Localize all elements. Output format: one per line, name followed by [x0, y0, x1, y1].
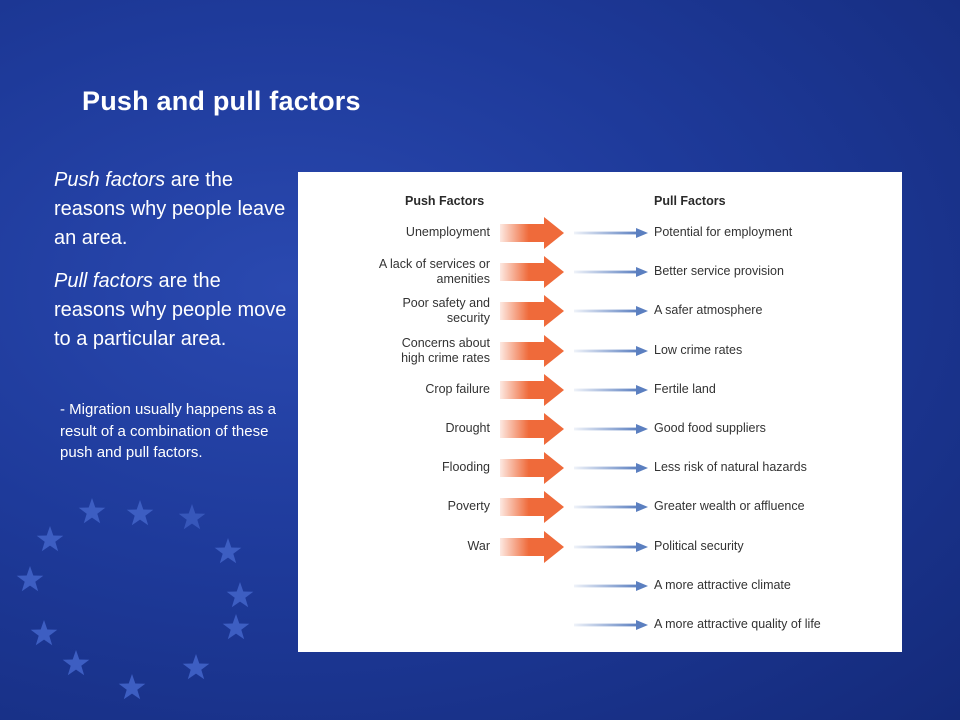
- pull-factor-label: Better service provision: [654, 264, 784, 279]
- push-factor-label: War: [467, 538, 490, 553]
- star-icon: [63, 650, 90, 675]
- pull-factor-label: Potential for employment: [654, 225, 793, 239]
- push-factor-label: Flooding: [442, 460, 490, 475]
- push-arrow-icon: [500, 295, 564, 327]
- pull-factors-header: Pull Factors: [654, 194, 726, 208]
- pull-factor-label: A safer atmosphere: [654, 303, 763, 318]
- push-arrow-icon: [500, 256, 564, 288]
- push-factor-label: Concerns about high crime rates: [401, 335, 490, 365]
- pull-arrow-icon: [574, 620, 648, 630]
- push-arrow-icon: [500, 531, 564, 563]
- star-icon: [183, 654, 210, 679]
- star-icon: [127, 500, 154, 525]
- push-arrow-icon: [500, 374, 564, 406]
- pull-definition-rest: are the reasons why people move to a particular area.: [54, 270, 287, 350]
- migration-note: - Migration usually happens as a result of a combination of these push and pull factors.: [60, 401, 276, 461]
- pull-arrow-icon: [574, 228, 648, 238]
- pull-arrow-icon: [574, 542, 648, 552]
- pull-arrow-icon: [574, 385, 648, 395]
- pull-factor-label: Good food suppliers: [654, 421, 766, 435]
- star-icon: [37, 526, 64, 551]
- push-factors-header: Push Factors: [405, 194, 485, 208]
- pull-factor-label: Less risk of natural hazards: [654, 460, 807, 475]
- star-icon: [179, 504, 206, 529]
- intro-text: [54, 166, 294, 368]
- pull-factor-label: Low crime rates: [654, 342, 743, 357]
- push-arrow-icon: [500, 491, 564, 523]
- pull-factor-label: A more attractive climate: [654, 577, 791, 592]
- pull-arrow-icon: [574, 424, 648, 434]
- pull-arrow-icon: [574, 267, 648, 277]
- pull-factor-label: A more attractive quality of life: [654, 617, 821, 631]
- push-arrow-icon: [500, 452, 564, 484]
- push-factor-label: Poverty: [447, 499, 490, 514]
- push-factor-label: A lack of services or amenities: [378, 257, 490, 287]
- star-icon: [79, 498, 106, 523]
- star-icon: [31, 620, 58, 645]
- push-pull-diagram: [298, 172, 902, 652]
- star-icon: [17, 566, 44, 591]
- pull-factor-label: Fertile land: [654, 381, 716, 396]
- pull-arrow-icon: [574, 346, 648, 356]
- pull-arrow-icon: [574, 306, 648, 316]
- push-factor-label: Unemployment: [405, 225, 490, 239]
- star-icon: [223, 614, 250, 639]
- push-factor-label: Poor safety and security: [402, 296, 490, 326]
- push-definition-rest: are the reasons why people leave an area.: [54, 169, 286, 249]
- pull-arrow-icon: [574, 502, 648, 512]
- pull-factor-label: Greater wealth or affluence: [654, 499, 805, 514]
- star-icon: [215, 538, 242, 563]
- push-factor-label: Crop failure: [425, 381, 490, 396]
- push-arrow-icon: [500, 413, 564, 445]
- pull-factor-label: Political security: [654, 538, 744, 553]
- push-factor-label: Drought: [445, 421, 490, 435]
- pull-arrow-icon: [574, 463, 648, 473]
- push-arrow-icon: [500, 217, 564, 249]
- star-icon: [227, 582, 254, 607]
- pull-arrow-icon: [574, 581, 648, 591]
- star-icon: [119, 674, 146, 699]
- push-term: Push factors: [54, 169, 166, 191]
- push-definition: [54, 166, 294, 253]
- pull-term: Pull factors: [54, 270, 153, 292]
- push-arrow-icon: [500, 335, 564, 367]
- slide-title: Push and pull factors: [82, 86, 361, 116]
- pull-definition: [54, 267, 294, 354]
